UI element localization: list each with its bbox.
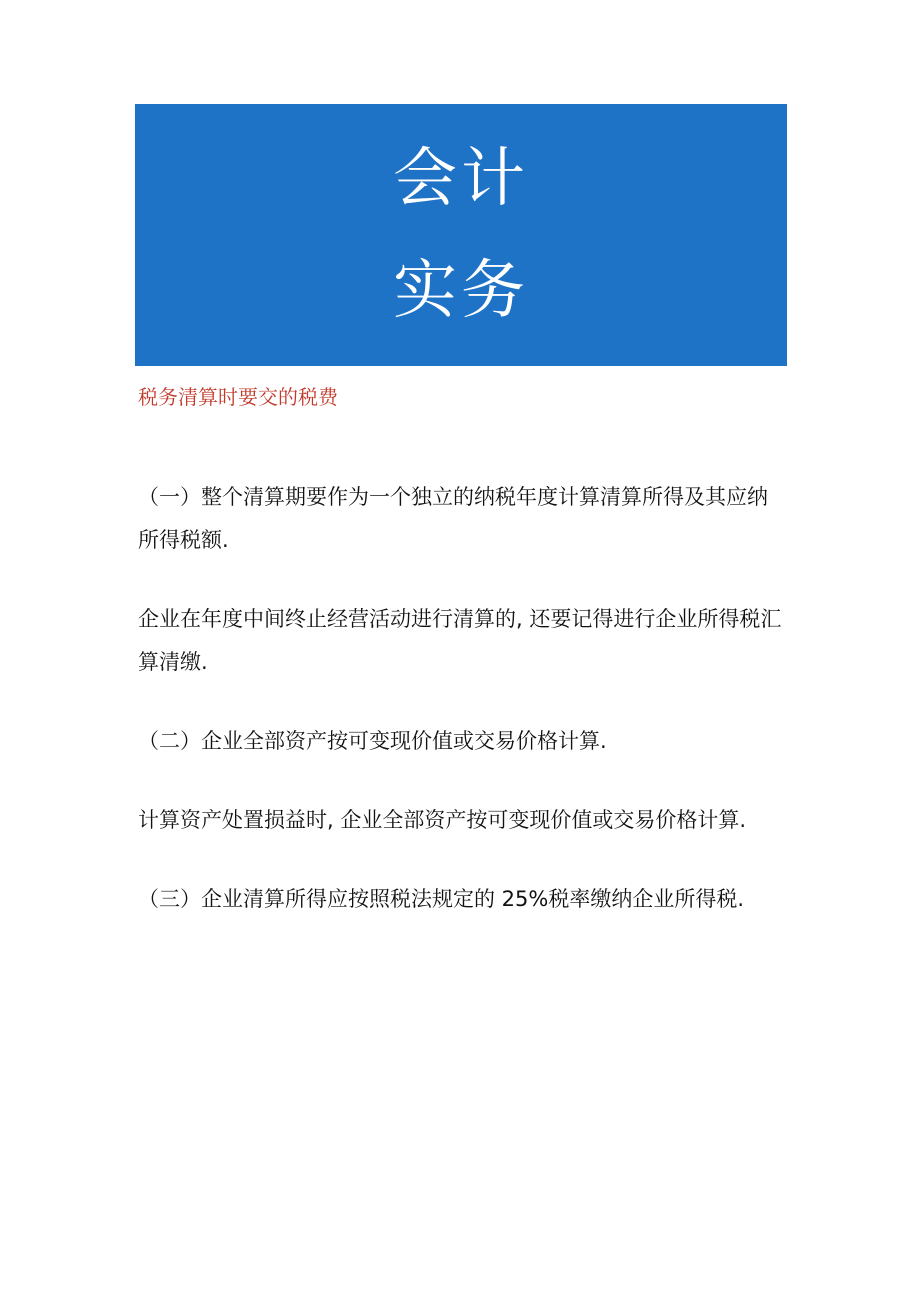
section-heading: 税务清算时要交的税费 [138,385,338,409]
banner-title-line-1: 会计 [393,142,529,216]
paragraph-2: 企业在年度中间终止经营活动进行清算的, 还要记得进行企业所得税汇算清缴. [138,607,782,674]
title-banner [135,104,787,366]
paragraph-4: 计算资产处置损益时, 企业全部资产按可变现价值或交易价格计算. [138,808,747,832]
paragraph-3: （二）企业全部资产按可变现价值或交易价格计算. [138,729,607,753]
document-body [138,476,788,957]
paragraph-1: （一）整个清算期要作为一个独立的纳税年度计算清算所得及其应纳所得税额. [138,485,768,552]
paragraph-5: （三）企业清算所得应按照税法规定的 25%税率缴纳企业所得税. [138,887,745,911]
banner-title-line-2: 实务 [393,254,529,328]
